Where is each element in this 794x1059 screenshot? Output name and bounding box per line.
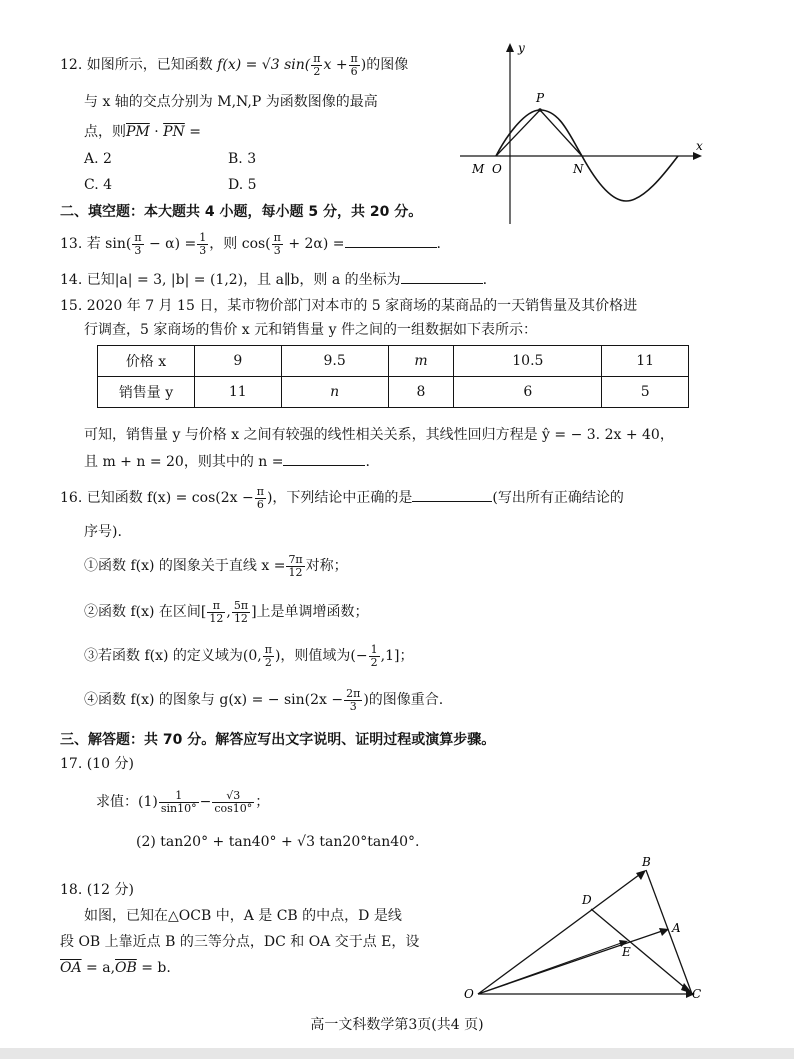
- q16-c3: ③若函数 f(x) 的定义域为(0, $\frac{\pi}{2}$ )，则值域为(− $\frac{1}{2}$ ,1]；: [84, 642, 414, 669]
- label-y: y: [518, 41, 525, 55]
- q17-part1: 求值：(1) $\frac{1}{\sin 10^\circ}$ − $\frac{√3}{\cos 10^\circ}$ ；: [96, 788, 270, 815]
- table-row: [98, 346, 689, 377]
- table-cell: 11: [195, 377, 282, 408]
- table-cell: 5: [602, 377, 689, 408]
- q12-frac2: $\frac{\pi}{6}$: [350, 51, 358, 78]
- vector-oa: $\overline{OA}$: [60, 960, 82, 976]
- table-row: [98, 377, 689, 408]
- label-o: O: [464, 987, 474, 1001]
- vector-pm: $\overline{PM}$: [126, 124, 150, 140]
- label-n: N: [573, 162, 584, 176]
- q16-answer-blank[interactable]: [412, 501, 492, 502]
- vector-ob: $\overline{OB}$: [115, 960, 137, 976]
- q12-option-c: C. 4: [84, 177, 113, 193]
- q12-line3: 点，则$\overline{PM} \cdot \overline{PN}$ =: [84, 124, 201, 140]
- q18-header: 18. (12 分): [60, 882, 134, 898]
- section3-heading: 三、解答题：共 70 分。解答应写出文字说明、证明过程或演算步骤。: [60, 732, 496, 748]
- q18-triangle-diagram: [460, 852, 710, 1002]
- q14: 14. 已知|a| = 3, |b| = (1,2)，且 a∥b，则 a 的坐标为 .: [60, 272, 488, 288]
- label-m: M: [472, 162, 485, 176]
- q16-c4: ④函数 f(x) 的图象与 g(x) = − sin(2x − $\frac{2\pi}{3}$ )的图像重合.: [84, 686, 444, 713]
- q15-line2: 行调查，5 家商场的售价 x 元和销售量 y 件之间的一组数据如下表所示：: [84, 322, 537, 338]
- label-d: D: [582, 893, 592, 907]
- q18-line2: 段 OB 上靠近点 B 的三等分点，DC 和 OA 交于点 E，设: [60, 934, 420, 950]
- q12-option-b: B. 3: [228, 151, 257, 167]
- q16-line2: 序号).: [84, 524, 122, 540]
- table-cell: 11: [602, 346, 689, 377]
- q16-c1: ①函数 f(x) 的图象关于直线 x = $\frac{7\pi}{12}$ 对称；: [84, 552, 348, 579]
- label-c: C: [692, 987, 702, 1001]
- q14-answer-blank[interactable]: [401, 283, 483, 284]
- scan-edge: [0, 1048, 794, 1059]
- label-p: P: [536, 91, 545, 105]
- table-cell: 9.5: [281, 346, 388, 377]
- label-x: x: [696, 139, 703, 153]
- q12-option-a: A. 2: [84, 151, 112, 167]
- q16-line1: 16. 已知函数 f(x) = cos(2x − $\frac{\pi}{6}$ )，下列结论中正确的是 (写出所有正确结论的: [60, 484, 624, 511]
- table-cell: 9: [195, 346, 282, 377]
- label-e: E: [622, 945, 631, 959]
- table-cell: 价格 x: [98, 346, 195, 377]
- q12-option-d: D. 5: [228, 177, 257, 193]
- table-cell: 销售量 y: [98, 377, 195, 408]
- q12-sine-graph: [460, 38, 710, 228]
- section2-heading: 二、填空题：本大题共 4 小题，每小题 5 分，共 20 分。: [60, 204, 423, 220]
- q13-answer-blank[interactable]: [345, 247, 437, 248]
- q15-line1: 15. 2020 年 7 月 15 日，某市物价部门对本市的 5 家商场的某商品的一天销售量及其价格进: [60, 298, 638, 314]
- q15-answer-blank[interactable]: [283, 465, 365, 466]
- q18-line1: 如图，已知在△OCB 中，A 是 CB 的中点，D 是线: [84, 908, 402, 924]
- table-cell: 6: [454, 377, 602, 408]
- q12-line1: [60, 50, 408, 80]
- q17-header: 17. (10 分): [60, 756, 134, 772]
- table-cell: 8: [388, 377, 454, 408]
- q12-text-b: )的图像: [360, 57, 409, 73]
- q13: 13. 若 sin( $\frac{\pi}{3}$ − α) = $\frac{1}{3}$ ，则 cos( $\frac{\pi}{3}$ + 2α) = .: [60, 230, 441, 257]
- table-cell: 10.5: [454, 346, 602, 377]
- label-a: A: [672, 921, 681, 935]
- table-cell: m: [388, 346, 454, 377]
- q15-line3: 可知，销售量 y 与价格 x 之间有较强的线性相关关系，其线性回归方程是 ŷ = − 3. 2x + 40，: [84, 427, 674, 443]
- q12-func: f(x) = √3 sin(: [217, 57, 311, 73]
- q18-line3: $\overline{OA} = a,\overline{OB} = b$.: [60, 960, 171, 976]
- label-o: O: [492, 162, 502, 176]
- q12-line2: 与 x 轴的交点分别为 M,N,P 为函数图像的最高: [84, 94, 378, 110]
- table-cell: n: [281, 377, 388, 408]
- label-b: B: [642, 855, 651, 869]
- q16-c2: ②函数 f(x) 在区间[ $\frac{\pi}{12}$ , $\frac{5\pi}{12}$ ]上是单调增函数；: [84, 598, 369, 625]
- page-footer: 高一文科数学第3页(共4 页): [310, 1017, 484, 1033]
- q12-xplus: x +: [323, 57, 348, 73]
- q12-text-a: 12. 如图所示，已知函数: [60, 57, 213, 73]
- q17-part2: (2) tan20° + tan40° + √3 tan20°tan40°.: [136, 834, 420, 850]
- vector-pn: $\overline{PN}$: [163, 124, 185, 140]
- q12-frac1: $\frac{\pi}{2}$: [313, 51, 321, 78]
- q15-data-table: [97, 345, 689, 408]
- q15-line4: 且 m + n = 20，则其中的 n = .: [84, 454, 370, 470]
